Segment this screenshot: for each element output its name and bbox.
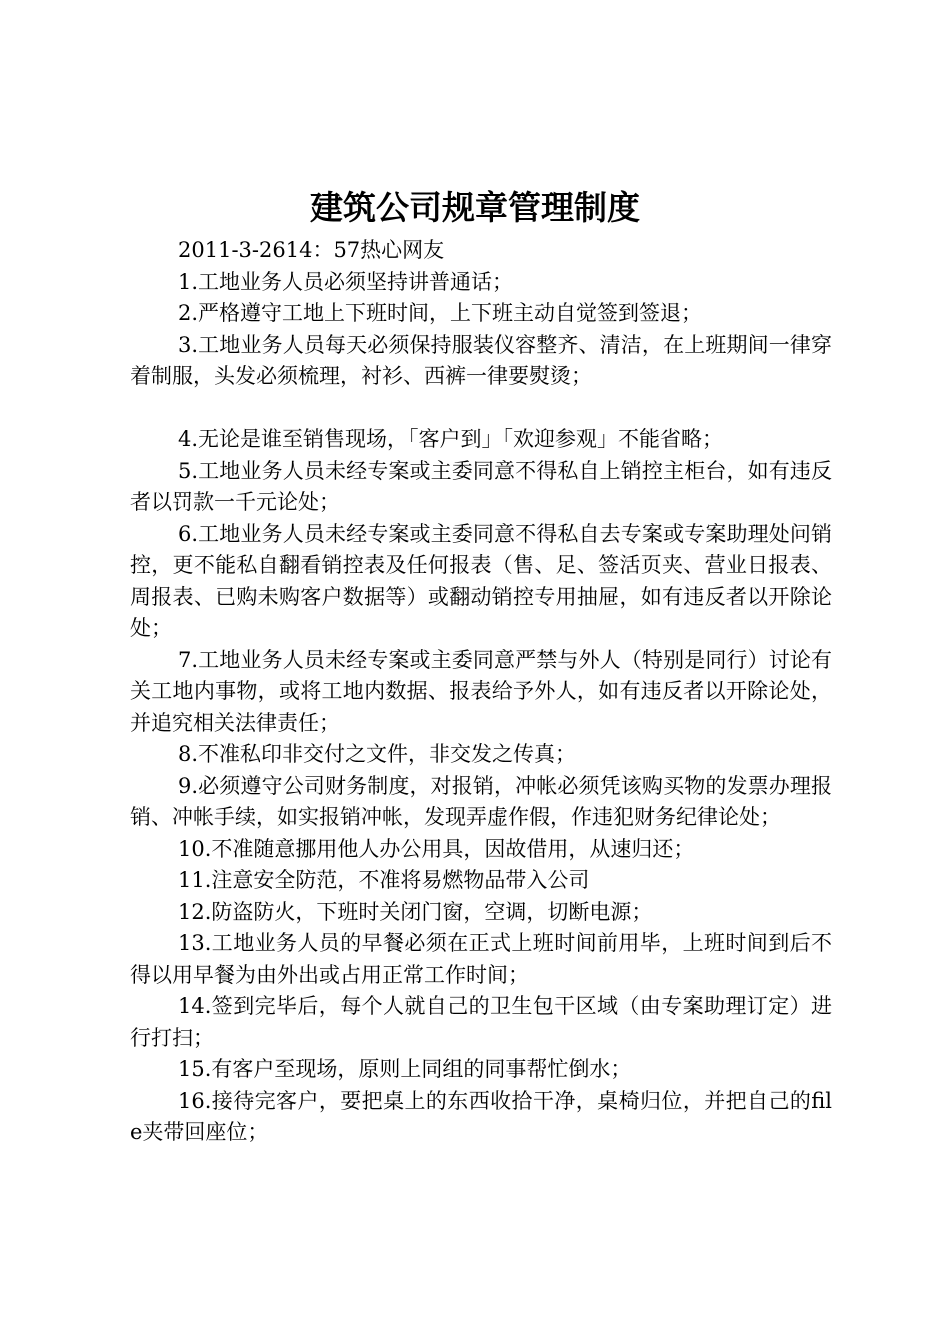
rule-paragraph-7: 7.工地业务人员未经专案或主委同意严禁与外人（特别是同行）讨论有关工地内事物，或将工地内数据、报表给予外人，如有违反者以开除论处，并追究相关法律责任； [130, 647, 832, 735]
rule-paragraph-15: 15.有客户至现场，原则上同组的同事帮忙倒水； [178, 1057, 632, 1081]
meta-line: 2011-3-2614：57热心网友 [178, 238, 445, 262]
rule-paragraph-9: 9.必须遵守公司财务制度，对报销，冲帐必须凭该购买物的发票办理报销、冲帐手续，如实报销冲帐，发现弄虚作假，作违犯财务纪律论处； [130, 773, 832, 829]
rule-paragraph-3: 3.工地业务人员每天必须保持服装仪容整齐、清洁，在上班期间一律穿着制服，头发必须梳理，衬衫、西裤一律要熨烫； [130, 332, 832, 388]
rule-paragraph-11: 11.注意安全防范，不准将易燃物品带入公司 [178, 868, 590, 892]
rule-paragraph-16: 16.接待完客户，要把桌上的东西收拾干净，桌椅归位，并把自己的file夹带回座位； [130, 1088, 832, 1144]
document-body [130, 235, 832, 1149]
rule-paragraph-1: 1.工地业务人员必须坚持讲普通话； [178, 269, 514, 294]
page-title: 建筑公司规章管理制度 [310, 188, 640, 227]
rule-paragraph-6: 6.工地业务人员未经专案或主委同意不得私自去专案或专案助理处问销控，更不能私自翻看销控表及任何报表（售、足、签活页夹、营业日报表、周报表、已购未购客户数据等）或翻动销控专用抽屉，如有违反者以开除论处； [130, 521, 832, 640]
rule-paragraph-4: 4.无论是谁至销售现场，「客户到」「欢迎参观」不能省略； [178, 427, 724, 451]
rule-paragraph-8: 8.不准私印非交付之文件，非交发之传真； [178, 742, 577, 766]
rule-paragraph-13: 13.工地业务人员的早餐必须在正式上班时间前用毕，上班时间到后不得以用早餐为由外出或占用正常工作时间； [130, 931, 832, 987]
rule-paragraph-10: 10.不准随意挪用他人办公用具，因故借用，从速归还； [178, 836, 695, 861]
rule-paragraph-12: 12.防盗防火，下班时关闭门窗，空调，切断电源； [178, 899, 653, 924]
rule-paragraph-2: 2.严格遵守工地上下班时间，上下班主动自觉签到签退； [178, 301, 703, 325]
rule-paragraph-5: 5.工地业务人员未经专案或主委同意不得私自上销控主柜台，如有违反者以罚款一千元论处； [130, 458, 832, 514]
rule-paragraph-14: 14.签到完毕后，每个人就自己的卫生包干区域（由专案助理订定）进行打扫； [130, 994, 832, 1050]
